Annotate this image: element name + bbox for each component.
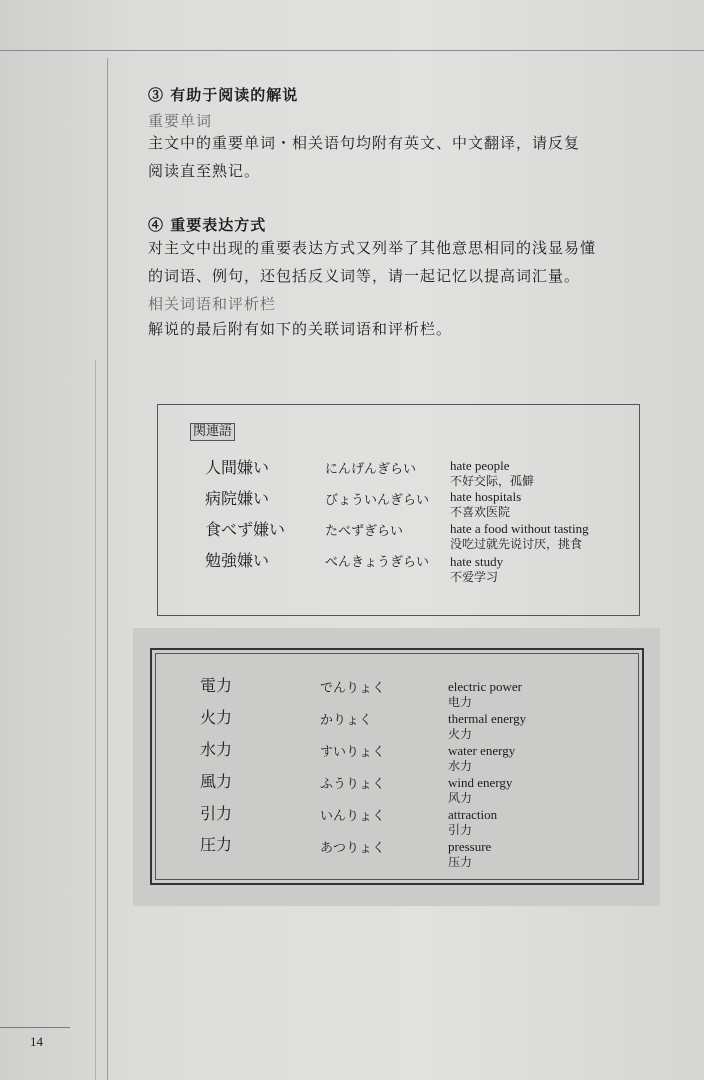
word: 圧力	[200, 835, 233, 854]
reading: ふうりょく	[320, 777, 386, 792]
english-translation: hate study	[450, 554, 504, 569]
reading: でんりょく	[320, 681, 386, 696]
section4-subheading: 相关词语和评析栏	[148, 295, 277, 313]
reading: べんきょうぎらい	[325, 555, 430, 570]
word: 人間嫌い	[205, 458, 270, 477]
chinese-translation: 没吃过就先说讨厌，挑食	[450, 537, 583, 551]
section3-body-line: 阅读直至熟记。	[148, 162, 261, 180]
word: 病院嫌い	[205, 489, 270, 508]
chinese-translation: 水力	[448, 759, 473, 773]
word: 食べず嫌い	[205, 520, 286, 539]
english-translation: thermal energy	[448, 711, 527, 726]
chinese-translation: 不喜欢医院	[450, 505, 511, 519]
chinese-translation: 电力	[448, 695, 473, 709]
reading: すいりょく	[320, 745, 386, 760]
reading: びょういんぎらい	[325, 493, 430, 508]
word: 電力	[200, 676, 233, 695]
english-translation: hate hospitals	[450, 489, 522, 504]
chinese-translation: 不爱学习	[450, 570, 499, 584]
section4-heading: ④ 重要表达方式	[148, 216, 267, 234]
english-translation: wind energy	[448, 775, 513, 790]
word: 火力	[200, 708, 233, 727]
page-number-rule	[0, 1027, 70, 1028]
chinese-translation: 不好交际，孤僻	[450, 474, 535, 488]
related-words-tag: 関連語	[190, 423, 235, 441]
english-translation: pressure	[448, 839, 492, 854]
english-translation: electric power	[448, 679, 522, 694]
section3-subheading: 重要单词	[148, 112, 213, 130]
margin-rule-secondary	[95, 360, 96, 1080]
word: 勉強嫌い	[205, 551, 270, 570]
chinese-translation: 风力	[448, 791, 473, 805]
section3-heading: ③ 有助于阅读的解说	[148, 86, 299, 104]
section3-body-line: 主文中的重要单词・相关语句均附有英文、中文翻译，请反复	[148, 134, 581, 152]
english-translation: hate a food without tasting	[450, 521, 589, 536]
english-translation: hate people	[450, 458, 510, 473]
reading: あつりょく	[320, 841, 386, 856]
chinese-translation: 引力	[448, 823, 473, 837]
section4-body	[148, 234, 596, 290]
chinese-translation: 火力	[448, 727, 473, 741]
section4-body-line: 对主文中出现的重要表达方式又列举了其他意思相同的浅显易懂	[148, 239, 597, 257]
word: 引力	[200, 804, 233, 823]
reading: にんげんぎらい	[325, 462, 417, 477]
word: 風力	[200, 772, 233, 791]
word: 水力	[200, 740, 233, 759]
section4-body2: 解说的最后附有如下的关联词语和评析栏。	[148, 320, 453, 338]
english-translation: attraction	[448, 807, 498, 822]
section3-body	[148, 129, 580, 185]
reading: いんりょく	[320, 809, 386, 824]
section4-body-line: 的词语、例句，还包括反义词等，请一起记忆以提高词汇量。	[148, 267, 581, 285]
reading: たべずぎらい	[325, 524, 404, 539]
margin-rule	[107, 58, 108, 1080]
chinese-translation: 压力	[448, 855, 473, 869]
reading: かりょく	[320, 713, 373, 728]
english-translation: water energy	[448, 743, 516, 758]
top-rule	[0, 50, 704, 51]
page-number: 14	[30, 1034, 43, 1049]
